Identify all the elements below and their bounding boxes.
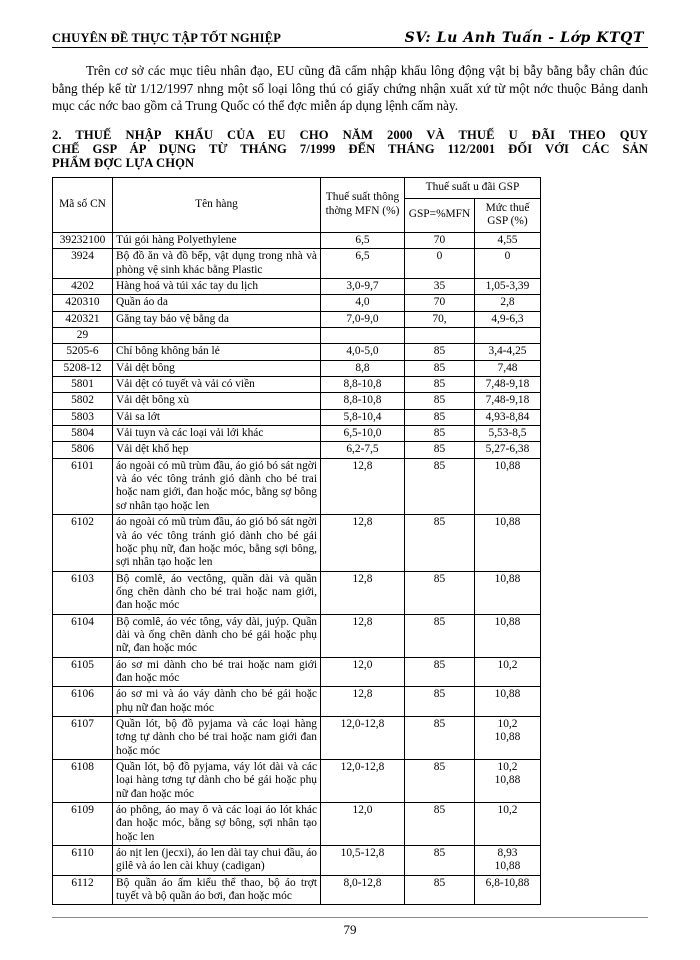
cell-gsp-pct: 85 [405,515,475,571]
cell-mfn: 12,8 [321,515,405,571]
cell-gsp-pct: 85 [405,360,475,376]
cell-mfn: 4,0 [321,295,405,311]
cell-gsp-rate: 7,48-9,18 [475,377,541,393]
cell-name: Găng tay bảo vệ bằng da [113,311,321,327]
cell-name: áo phông, áo may ô và các loại áo lót khác đan hoặc móc, bằng sợ bông, sợi nhân tạo hoặc len [113,803,321,846]
cell-gsp-pct: 85 [405,846,475,876]
table-row [53,328,541,344]
cell-mfn: 6,5 [321,232,405,248]
cell-mfn: 6,5-10,0 [321,426,405,442]
cell-gsp-pct: 85 [405,458,475,514]
table-row [53,716,541,759]
table-row [53,614,541,657]
cell-gsp-rate: 10,88 [475,687,541,717]
cell-code: 6109 [53,803,113,846]
cell-mfn: 4,0-5,0 [321,344,405,360]
cell-mfn [321,328,405,344]
tariff-table [52,177,541,906]
cell-gsp-pct: 85 [405,377,475,393]
page-footer [52,917,648,938]
footer-rule [52,917,648,918]
cell-gsp-rate-secondary: 10,88 [494,774,521,787]
running-header-left: CHUYÊN ĐỀ THỰC TẬP TỐT NGHIỆP [52,31,282,45]
cell-gsp-rate [475,760,541,803]
cell-mfn: 8,8 [321,360,405,376]
table-row [53,426,541,442]
column-header-gsp-pct: GSP=%MFN [405,198,475,232]
intro-paragraph: Trên cơ sở các mục tiêu nhân đạo, EU cũng đã cấm nhập khẩu lông động vật bị bẫy bằng bẫy chân đúc bằng thép kể từ 1/12/1997 nhng một số loại lông thú có giấy chứng nhận xuất xứ từ một nớc thuộc Bảng danh mục các nớc bao gồm cả Trung Quốc có thể đợc miễn áp dụng lệnh cấm này. [52,63,648,114]
cell-name: Quần áo da [113,295,321,311]
cell-name: Quần lót, bộ đồ pyjama, váy lót dài và các loại hàng tơng tự dành cho bé gái hoặc phụ nữ đan hoặc móc [113,760,321,803]
cell-gsp-rate-primary: 10,2 [497,717,518,730]
table-row [53,803,541,846]
cell-code: 420321 [53,311,113,327]
cell-code: 5803 [53,409,113,425]
cell-gsp-pct: 85 [405,803,475,846]
cell-name: Vải tuyn và các loại vải lới khác [113,426,321,442]
table-row [53,409,541,425]
section-heading-line-2: CHẾ GSP ÁP DỤNG TỪ THÁNG 7/1999 ĐẾN THÁNG 112/2001 ĐỐI VỚI CÁC SẢN [52,141,648,156]
column-header-mfn: Thuế suất thông thờng MFN (%) [321,177,405,232]
cell-gsp-pct: 70, [405,311,475,327]
cell-name: áo sơ mi và áo váy dành cho bé gái hoặc phụ nữ đan hoặc móc [113,687,321,717]
cell-gsp-rate-primary: 10,2 [497,761,518,774]
cell-mfn: 6,2-7,5 [321,442,405,458]
table-row [53,377,541,393]
cell-mfn: 12,0-12,8 [321,760,405,803]
cell-gsp-rate: 7,48-9,18 [475,393,541,409]
cell-name [113,328,321,344]
cell-name: Vải dệt khổ hẹp [113,442,321,458]
cell-name: Bộ comlê, áo véc tông, váy dài, juýp. Quần dài và ống chẽn dành cho bé gái hoặc phụ nữ, đan hoặc móc [113,614,321,657]
cell-name: Chỉ bông không bán lẻ [113,344,321,360]
section-heading-line-3: PHẨM ĐỢC LỰA CHỌN [52,155,195,170]
cell-name: áo sơ mi dành cho bé trai hoặc nam giới đan hoặc móc [113,657,321,687]
cell-name: Bộ đồ ăn và đồ bếp, vật dụng trong nhà và phòng vệ sinh khác bằng Plastic [113,249,321,279]
cell-mfn: 12,8 [321,687,405,717]
table-row [53,846,541,876]
table-body [53,232,541,904]
table-row [53,249,541,279]
cell-gsp-rate: 0 [475,249,541,279]
cell-gsp-rate-secondary: 10,88 [494,860,521,873]
table-row [53,295,541,311]
cell-name: áo ngoài có mũ trùm đầu, áo gió bó sát ngời và áo véc tông tránh gió dành cho bé trai hoặc nam giới, đan hoặc móc, bằng sợ bông sơ nhân tạo hoặc len [113,458,321,514]
cell-mfn: 8,8-10,8 [321,377,405,393]
cell-gsp-pct: 0 [405,249,475,279]
column-header-gsp-rate: Mức thuế GSP (%) [475,198,541,232]
cell-gsp-rate: 2,8 [475,295,541,311]
cell-code: 6102 [53,515,113,571]
column-header-name: Tên hàng [113,177,321,232]
cell-name: Túi gói hàng Polyethylene [113,232,321,248]
cell-code: 5804 [53,426,113,442]
cell-gsp-rate: 1,05-3,39 [475,279,541,295]
cell-code: 29 [53,328,113,344]
cell-code: 6104 [53,614,113,657]
table-row [53,571,541,614]
cell-mfn: 12,0 [321,803,405,846]
cell-mfn: 10,5-12,8 [321,846,405,876]
cell-gsp-rate: 10,88 [475,614,541,657]
cell-code: 6106 [53,687,113,717]
cell-name: Vải dệt có tuyết và vải có viền [113,377,321,393]
cell-gsp-rate: 7,48 [475,360,541,376]
cell-name: Bộ comlê, áo vectông, quần dài và quần ống chẽn dành cho bé trai hoặc nam giới, đan hoặc móc [113,571,321,614]
cell-mfn: 5,8-10,4 [321,409,405,425]
cell-name: Vải sa lớt [113,409,321,425]
table-header [53,177,541,232]
table-row [53,279,541,295]
cell-code: 6110 [53,846,113,876]
cell-mfn: 6,5 [321,249,405,279]
cell-gsp-rate [475,716,541,759]
cell-name: Hàng hoá và túi xác tay du lịch [113,279,321,295]
cell-name: Bộ quần áo ấm kiểu thể thao, bộ áo trợt tuyết và bộ quần áo bơi, đan hoặc móc [113,875,321,905]
cell-gsp-rate [475,328,541,344]
section-heading [52,128,648,170]
cell-code: 5806 [53,442,113,458]
cell-gsp-rate: 10,2 [475,803,541,846]
column-header-gsp-group: Thuế suất u đãi GSP [405,177,541,198]
cell-gsp-rate: 4,93-8,84 [475,409,541,425]
running-header-right: SV: Lu Anh Tuấn - Lớp KTQT [404,30,644,46]
cell-gsp-pct: 85 [405,687,475,717]
table-row [53,393,541,409]
cell-code: 6105 [53,657,113,687]
cell-name: áo nịt len (jecxi), áo len dài tay chui đầu, áo gilê và áo len cài khuy (cadigan) [113,846,321,876]
cell-gsp-pct [405,328,475,344]
cell-gsp-rate: 3,4-4,25 [475,344,541,360]
cell-code: 6101 [53,458,113,514]
cell-gsp-pct: 85 [405,571,475,614]
cell-mfn: 7,0-9,0 [321,311,405,327]
cell-code: 5205-6 [53,344,113,360]
cell-gsp-rate-secondary: 10,88 [494,731,521,744]
column-header-code: Mã số CN [53,177,113,232]
cell-gsp-rate: 6,8-10,88 [475,875,541,905]
table-row [53,760,541,803]
cell-name: Quần lót, bộ đồ pyjama và các loại hàng tơng tự dành cho bé trai hoặc nam giới đan hoặc móc [113,716,321,759]
cell-gsp-pct: 85 [405,716,475,759]
cell-mfn: 12,8 [321,614,405,657]
running-header [52,30,648,48]
table-row [53,515,541,571]
cell-gsp-pct: 70 [405,232,475,248]
cell-name: áo ngoài có mũ trùm đầu, áo gió bó sát ngời và áo véc tông tránh gió dành cho bé gái hoặc phụ nữ, đan hoặc móc, bằng sợi bông, sợi nhân tạo hoặc len [113,515,321,571]
cell-code: 6108 [53,760,113,803]
cell-code: 3924 [53,249,113,279]
table-row [53,657,541,687]
table-row [53,442,541,458]
cell-mfn: 8,0-12,8 [321,875,405,905]
cell-gsp-pct: 70 [405,295,475,311]
cell-gsp-pct: 35 [405,279,475,295]
cell-gsp-pct: 85 [405,393,475,409]
cell-gsp-rate: 4,9-6,3 [475,311,541,327]
cell-code: 6103 [53,571,113,614]
page-number: 79 [343,922,357,937]
table-row [53,458,541,514]
cell-gsp-rate [475,846,541,876]
section-heading-line-1: 2. THUẾ NHẬP KHẨU CỦA EU CHO NĂM 2000 VÀ THUẾ U ĐÃI THEO QUY [52,127,648,142]
table-row [53,687,541,717]
table-row [53,344,541,360]
cell-mfn: 12,8 [321,571,405,614]
table-row [53,360,541,376]
cell-name: Vải dệt bông [113,360,321,376]
table-row [53,875,541,905]
cell-name: Vải dệt bông xù [113,393,321,409]
cell-gsp-rate: 4,55 [475,232,541,248]
cell-gsp-pct: 85 [405,657,475,687]
cell-mfn: 8,8-10,8 [321,393,405,409]
cell-gsp-rate: 10,88 [475,571,541,614]
cell-mfn: 12,0-12,8 [321,716,405,759]
cell-code: 6107 [53,716,113,759]
cell-gsp-rate: 5,27-6,38 [475,442,541,458]
cell-code: 5801 [53,377,113,393]
cell-mfn: 12,0 [321,657,405,687]
table-row [53,232,541,248]
cell-gsp-rate: 5,53-8,5 [475,426,541,442]
cell-gsp-pct: 85 [405,875,475,905]
cell-gsp-pct: 85 [405,442,475,458]
cell-code: 39232100 [53,232,113,248]
table-row [53,311,541,327]
cell-gsp-rate: 10,2 [475,657,541,687]
cell-gsp-pct: 85 [405,760,475,803]
cell-code: 4202 [53,279,113,295]
cell-gsp-rate: 10,88 [475,515,541,571]
cell-code: 5208-12 [53,360,113,376]
cell-code: 420310 [53,295,113,311]
cell-gsp-pct: 85 [405,409,475,425]
cell-mfn: 3,0-9,7 [321,279,405,295]
cell-code: 6112 [53,875,113,905]
cell-gsp-rate: 10,88 [475,458,541,514]
cell-gsp-rate-primary: 8,93 [497,847,518,860]
cell-gsp-pct: 85 [405,426,475,442]
table-header-row-1 [53,177,541,198]
cell-gsp-pct: 85 [405,614,475,657]
cell-code: 5802 [53,393,113,409]
cell-mfn: 12,8 [321,458,405,514]
cell-gsp-pct: 85 [405,344,475,360]
